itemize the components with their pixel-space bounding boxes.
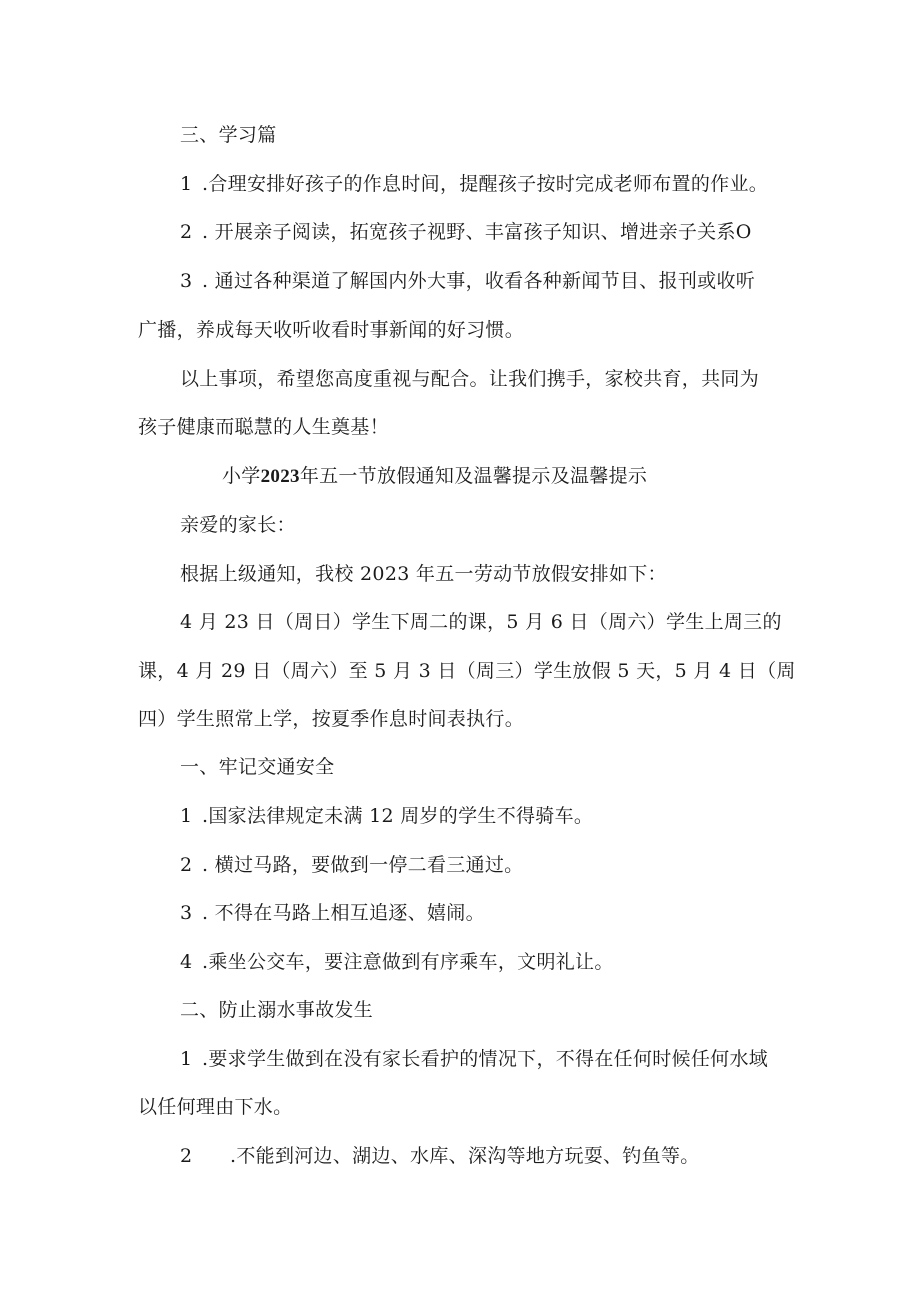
item-text: .合理安排好孩子的作息时间，提醒孩子按时完成老师布置的作业。 (202, 173, 769, 195)
section-3-item-1 (180, 172, 768, 196)
section-3-item-3 (180, 269, 755, 293)
section-1-item-4 (180, 950, 614, 974)
schedule-line-3: 四）学生照常上学，按夏季作息时间表执行。 (138, 708, 525, 730)
section-1-item-3 (180, 901, 485, 925)
item-text: . 通过各种渠道了解国内外大事，收看各种新闻节目、报刊或收听 (202, 270, 756, 292)
section-3-heading: 三、学习篇 (180, 124, 277, 146)
item-number: 1 (180, 173, 193, 195)
notice-title-year: 2023 (260, 466, 300, 487)
item-number: 2 (180, 854, 193, 876)
notice-title-post: 年五一节放假通知及温馨提示及温馨提示 (299, 465, 648, 487)
section-1-heading: 一、牢记交通安全 (180, 756, 335, 778)
notice-title-pre: 小学 (222, 465, 261, 487)
item-number: 1 (180, 1048, 193, 1070)
item-text: .要求学生做到在没有家长看护的情况下，不得在任何时候任何水域 (202, 1048, 769, 1070)
item-text: .乘坐公交车，要注意做到有序乘车，文明礼让。 (202, 951, 614, 973)
section-1-item-1 (180, 804, 593, 828)
item-text: . 不得在马路上相互追逐、嬉闹。 (202, 902, 485, 924)
section-2-item-1-continuation: 以任何理由下水。 (138, 1096, 293, 1118)
item-text: . 横过马路，要做到一停二看三通过。 (202, 854, 524, 876)
item-number: 3 (180, 270, 193, 292)
closing-line-2: 孩子健康而聪慧的人生奠基！ (138, 416, 389, 438)
schedule-line-2: 课，4 月 29 日（周六）至 5 月 3 日（周三）学生放假 5 天，5 月 4 日（周 (138, 660, 796, 682)
section-2-heading: 二、防止溺水事故发生 (180, 999, 374, 1021)
item-number: 1 (180, 805, 193, 827)
schedule-line-1: 4 月 23 日（周日）学生下周二的课，5 月 6 日（周六）学生上周三的 (180, 611, 782, 633)
section-3-item-2 (180, 220, 752, 244)
salutation: 亲爱的家长： (180, 514, 296, 536)
item-text: . 开展亲子阅读，拓宽孩子视野、丰富孩子知识、增进亲子关系O (202, 221, 752, 243)
section-1-item-2 (180, 853, 523, 877)
notice-title (222, 464, 647, 489)
closing-line-1: 以上事项，希望您高度重视与配合。让我们携手，家校共育，共同为 (180, 368, 760, 390)
section-2-item-2 (180, 1144, 700, 1168)
section-3-item-3-continuation: 广播，养成每天收听收看时事新闻的好习惯。 (138, 319, 525, 341)
item-number: 2 (180, 221, 193, 243)
item-text: .国家法律规定未满 12 周岁的学生不得骑车。 (202, 805, 594, 827)
intro-paragraph: 根据上级通知，我校 2023 年五一劳动节放假安排如下： (180, 563, 667, 585)
item-text: .不能到河边、湖边、水库、深沟等地方玩耍、钓鱼等。 (230, 1145, 700, 1167)
section-2-item-1 (180, 1047, 768, 1071)
item-number: 4 (180, 951, 193, 973)
item-number: 3 (180, 902, 193, 924)
item-number: 2 (180, 1145, 193, 1167)
